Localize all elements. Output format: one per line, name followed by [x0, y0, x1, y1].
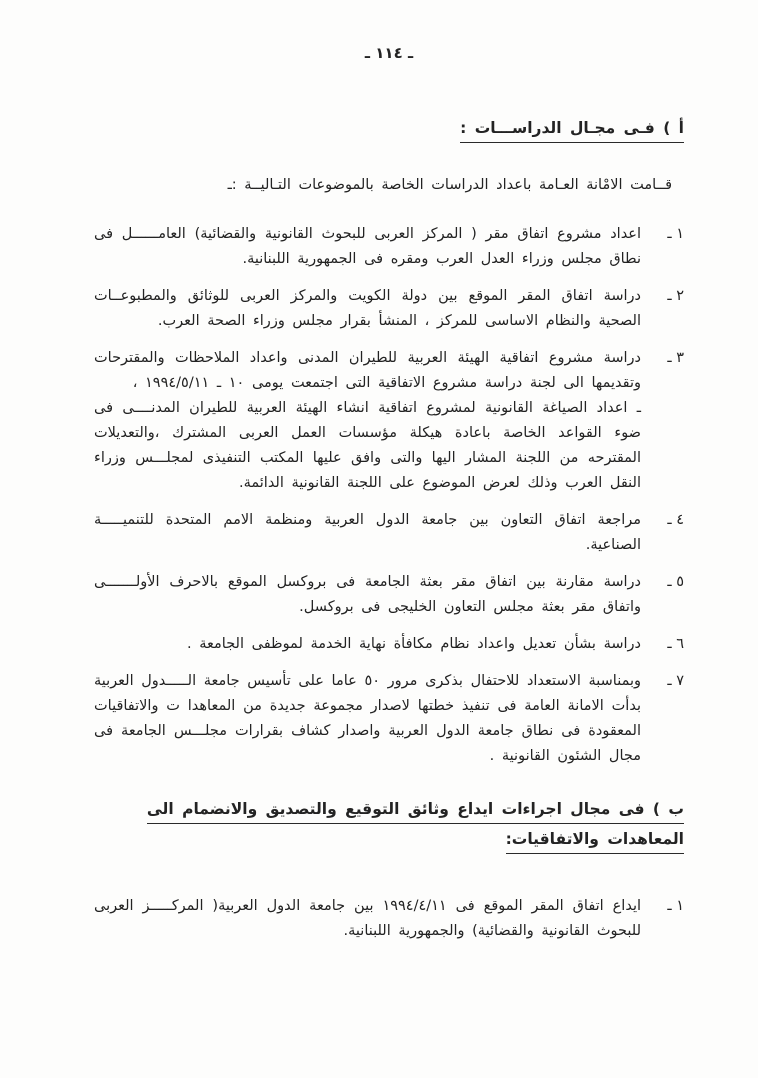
item-text: دراسة مشروع اتفاقية الهيئة العربية للطيران المدنى واعداد الملاحظات والمقترحات وتقديمها الى لجنة دراسة مشروع الاتفاقية التى اجتمعت يومى ١٠ ـ ١٩٩٤/٥/١١ ،: [94, 350, 641, 392]
item-text: دراسة مقارنة بين اتفاق مقر بعثة الجامعة فى بروكسل الموقع بالاحرف الأولـــــــى واتفاق مقر بعثة مجلس التعاون الخليجى فى بروكسل.: [94, 574, 641, 616]
list-item: [94, 346, 684, 496]
item-text-group: [94, 346, 641, 496]
list-item: [94, 222, 684, 272]
item-number: ٢ ـ: [667, 288, 684, 305]
item-text: دراسة اتفاق المقر الموقع بين دولة الكويت والمركز العربى للوثائق والمطبوعــات الصحية والنظام الاساسى للمركز ، المنشأ بقرار مجلس وزراء الصحة العرب.: [94, 288, 641, 330]
item-text: دراسة بشأن تعديل واعداد نظام مكافأة نهاية الخدمة لموظفى الجامعة .: [187, 636, 641, 653]
list-item: [94, 508, 684, 558]
item-number: ١ ـ: [667, 226, 684, 243]
item-number: ٦ ـ: [667, 636, 684, 653]
section-b-items: [94, 894, 684, 944]
item-text-continued: ـ اعداد الصياغة القانونية لمشروع اتفاقية انشاء الهيئة العربية للطيران المدنــــى فى ضوء القواعد الخاصة باعادة هيكلة مؤسسات العمل العربى المشترك ،والتعديلات المقترحه من اللجنة المشار اليها والتى وافق عليها المكتب التنفيذى لمجلـــس وزراء النقل العرب وذلك لعرض الموضوع على اللجنة القانونية الدائمة.: [94, 400, 641, 492]
item-number: ٣ ـ: [667, 350, 684, 367]
item-number: ٧ ـ: [667, 673, 684, 690]
section-a-heading-text: أ ) فـى مجـال الدراســـات :: [460, 119, 684, 143]
section-b-heading: [94, 795, 684, 854]
list-item: [94, 669, 684, 769]
list-item: [94, 632, 684, 657]
item-text: اعداد مشروع اتفاق مقر ( المركز العربى للبحوث القانونية والقضائية) العامــــــل فى نطاق مجلس وزراء العدل العرب ومقره فى الجمهورية اللبنانية.: [94, 226, 641, 268]
list-item: [94, 570, 684, 620]
item-number: ٥ ـ: [667, 574, 684, 591]
item-text: ايداع اتفاق المقر الموقع فى ١٩٩٤/٤/١١ بين جامعة الدول العربية( المركـــــز العربى للبحوث القانونية والقضائية) والجمهورية اللبنانية.: [94, 898, 642, 940]
item-number: ١ ـ: [667, 898, 684, 915]
section-b-heading-text: ب ) فى مجال اجراءات ايداع وثائق التوقيع والتصديق والانضمام الى المعاهدات والاتفاقيات:: [147, 800, 684, 853]
section-a-heading: [94, 114, 684, 143]
item-text: مراجعة اتفاق التعاون بين جامعة الدول العربية ومنظمة الامم المتحدة للتنميـــــة الصناعية.: [94, 512, 641, 554]
section-deposits: [94, 795, 684, 944]
section-a-intro: قــامت الامْانة العـامة باعداد الدراسات الخاصة بالموضوعات التـاليــة :ـ: [227, 177, 672, 194]
section-studies: [94, 114, 684, 769]
item-text: وبمناسبة الاستعداد للاحتفال بذكرى مرور ٥٠ عاما على تأسيس جامعة الـــــدول العربية بدأت الامانة العامة فى تنفيذ خطتها لاصدار مجموعة جديدة من المعاهدا ت والاتفاقيات المعقودة فى نطاق جامعة الدول العربية واصدار كشاف بقرارات مجلـــس الجامعة فى مجال الشئون القانونية .: [94, 673, 642, 765]
list-item: [94, 284, 684, 334]
list-item: [94, 894, 684, 944]
page-number: ـ ١١٤ ـ: [364, 44, 414, 62]
section-a-items: [94, 222, 684, 769]
item-number: ٤ ـ: [667, 512, 684, 529]
